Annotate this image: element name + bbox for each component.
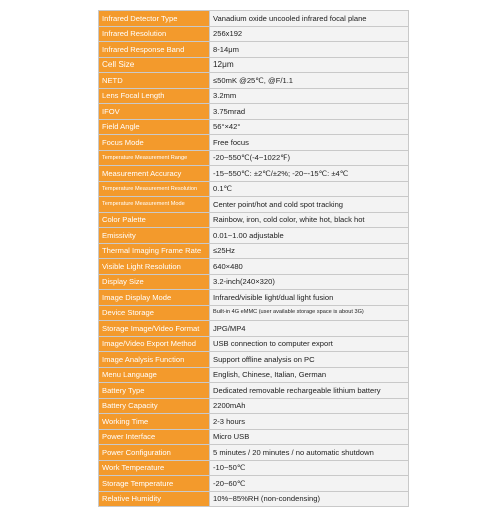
spec-value: 56°×42° bbox=[210, 119, 409, 135]
table-row bbox=[99, 150, 409, 166]
table-row bbox=[99, 104, 409, 120]
table-row bbox=[99, 73, 409, 89]
table-row bbox=[99, 321, 409, 337]
spec-value: -20~60℃ bbox=[210, 476, 409, 492]
table-row bbox=[99, 414, 409, 430]
spec-label: Image/Video Export Method bbox=[99, 336, 210, 352]
spec-label: Image Analysis Function bbox=[99, 352, 210, 368]
table-row bbox=[99, 398, 409, 414]
spec-value: -15~550℃: ±2℃/±2%; -20~-15℃: ±4℃ bbox=[210, 166, 409, 182]
spec-label: Lens Focal Length bbox=[99, 88, 210, 104]
spec-value: Vanadium oxide uncooled infrared focal plane bbox=[210, 11, 409, 27]
spec-value: 5 minutes / 20 minutes / no automatic shutdown bbox=[210, 445, 409, 461]
spec-label: Work Temperature bbox=[99, 460, 210, 476]
spec-label: Display Size bbox=[99, 274, 210, 290]
spec-value: -10~50℃ bbox=[210, 460, 409, 476]
spec-label: Thermal Imaging Frame Rate bbox=[99, 243, 210, 259]
spec-label: Temperature Measurement Resolution bbox=[99, 181, 210, 197]
spec-label: Power Configuration bbox=[99, 445, 210, 461]
table-row bbox=[99, 445, 409, 461]
spec-value: Center point/hot and cold spot tracking bbox=[210, 197, 409, 213]
spec-label: NETD bbox=[99, 73, 210, 89]
table-row bbox=[99, 88, 409, 104]
spec-label: Temperature Measurement Mode bbox=[99, 197, 210, 213]
spec-value: 12μm bbox=[210, 57, 409, 73]
spec-sheet bbox=[98, 10, 408, 507]
table-row bbox=[99, 367, 409, 383]
spec-value: ≤50mK @25℃, @F/1.1 bbox=[210, 73, 409, 89]
spec-value: ≤25Hz bbox=[210, 243, 409, 259]
spec-label: Battery Type bbox=[99, 383, 210, 399]
table-row bbox=[99, 42, 409, 58]
spec-label: Measurement Accuracy bbox=[99, 166, 210, 182]
spec-value: -20~550℃(-4~1022℉) bbox=[210, 150, 409, 166]
spec-label: Storage Temperature bbox=[99, 476, 210, 492]
spec-value: 0.01~1.00 adjustable bbox=[210, 228, 409, 244]
spec-label: Temperature Measurement Range bbox=[99, 150, 210, 166]
spec-value: 2-3 hours bbox=[210, 414, 409, 430]
table-row bbox=[99, 181, 409, 197]
spec-value: 3.2-inch(240×320) bbox=[210, 274, 409, 290]
spec-label: Infrared Resolution bbox=[99, 26, 210, 42]
spec-label: Device Storage bbox=[99, 305, 210, 321]
spec-label: Visible Light Resolution bbox=[99, 259, 210, 275]
table-row bbox=[99, 476, 409, 492]
spec-value: Free focus bbox=[210, 135, 409, 151]
table-row bbox=[99, 305, 409, 321]
spec-value: Rainbow, iron, cold color, white hot, black hot bbox=[210, 212, 409, 228]
table-row bbox=[99, 429, 409, 445]
spec-value: 256x192 bbox=[210, 26, 409, 42]
table-row bbox=[99, 274, 409, 290]
spec-label: Cell Size bbox=[99, 57, 210, 73]
spec-label: Image Display Mode bbox=[99, 290, 210, 306]
spec-value: 8-14μm bbox=[210, 42, 409, 58]
spec-label: Color Palette bbox=[99, 212, 210, 228]
spec-value: USB connection to computer export bbox=[210, 336, 409, 352]
table-row bbox=[99, 11, 409, 27]
table-row bbox=[99, 460, 409, 476]
spec-label: Focus Mode bbox=[99, 135, 210, 151]
spec-value: 2200mAh bbox=[210, 398, 409, 414]
spec-label: Relative Humidity bbox=[99, 491, 210, 507]
table-row bbox=[99, 336, 409, 352]
spec-label: Storage Image/Video Format bbox=[99, 321, 210, 337]
spec-value: 10%~85%RH (non-condensing) bbox=[210, 491, 409, 507]
table-row bbox=[99, 119, 409, 135]
spec-label: IFOV bbox=[99, 104, 210, 120]
spec-value: English, Chinese, Italian, German bbox=[210, 367, 409, 383]
table-row bbox=[99, 228, 409, 244]
table-row bbox=[99, 197, 409, 213]
table-row bbox=[99, 135, 409, 151]
table-row bbox=[99, 243, 409, 259]
spec-label: Menu Language bbox=[99, 367, 210, 383]
table-row bbox=[99, 290, 409, 306]
spec-label: Battery Capacity bbox=[99, 398, 210, 414]
table-row bbox=[99, 491, 409, 507]
spec-value: Support offline analysis on PC bbox=[210, 352, 409, 368]
table-row bbox=[99, 352, 409, 368]
spec-value: JPG/MP4 bbox=[210, 321, 409, 337]
spec-value: Micro USB bbox=[210, 429, 409, 445]
table-row bbox=[99, 259, 409, 275]
table-row bbox=[99, 383, 409, 399]
spec-value: 640×480 bbox=[210, 259, 409, 275]
spec-label: Infrared Detector Type bbox=[99, 11, 210, 27]
spec-value: 0.1℃ bbox=[210, 181, 409, 197]
spec-value: 3.75mrad bbox=[210, 104, 409, 120]
table-row bbox=[99, 166, 409, 182]
spec-value: Built-in 4G eMMC (user available storage space is about 3G) bbox=[210, 305, 409, 321]
spec-label: Infrared Response Band bbox=[99, 42, 210, 58]
spec-value: 3.2mm bbox=[210, 88, 409, 104]
spec-value: Dedicated removable rechargeable lithium battery bbox=[210, 383, 409, 399]
spec-label: Power Interface bbox=[99, 429, 210, 445]
spec-value: Infrared/visible light/dual light fusion bbox=[210, 290, 409, 306]
spec-table bbox=[98, 10, 409, 507]
spec-label: Working Time bbox=[99, 414, 210, 430]
table-row bbox=[99, 212, 409, 228]
table-row bbox=[99, 57, 409, 73]
spec-label: Emissivity bbox=[99, 228, 210, 244]
table-row bbox=[99, 26, 409, 42]
spec-label: Field Angle bbox=[99, 119, 210, 135]
